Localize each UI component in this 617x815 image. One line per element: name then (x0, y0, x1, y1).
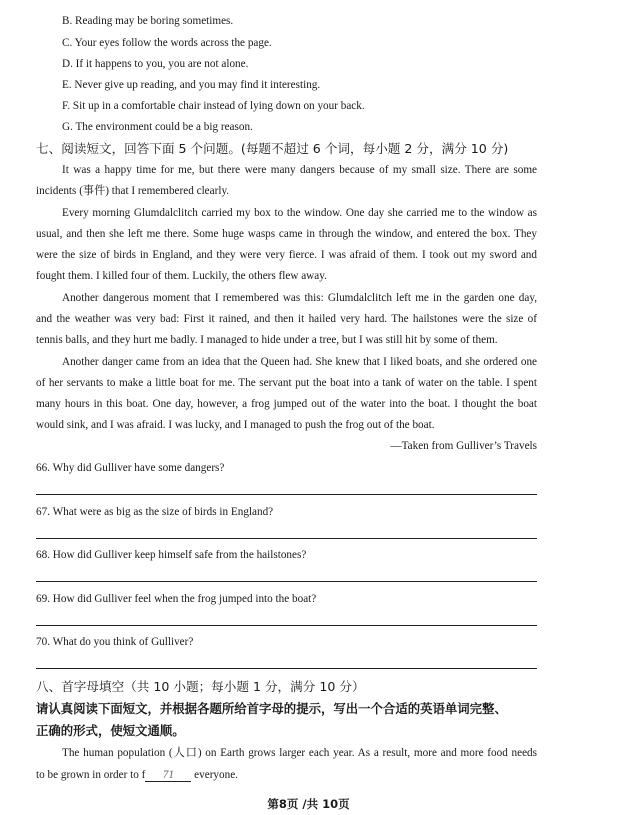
question-69: 69. How did Gulliver feel when the frog jumped into the boat? (36, 593, 317, 605)
page-number: 第8页 /共 10页 (267, 797, 350, 811)
passage-line: and the weather was very bad: First it rained, and then it hailed very hard. The hailstones were the size of (36, 313, 537, 325)
question-66: 66. Why did Gulliver have some dangers? (36, 462, 225, 474)
cloze-line: The human population (人口) on Earth grows larger each year. As a result, more and more food needs (62, 747, 537, 759)
passage-line: Another danger came from an idea that the Queen had. She knew that I liked boats, and she ordered one (62, 356, 537, 368)
option-c: C. Your eyes follow the words across the page. (62, 37, 272, 49)
option-g: G. The environment could be a big reason. (62, 121, 253, 133)
passage-line: fought them. I killed four of them. Luckily, the others flew away. (36, 270, 327, 282)
passage-line: tennis balls, and they hurt me badly. I managed to hide under a tree, but I was still hit by some of them. (36, 334, 498, 346)
question-68: 68. How did Gulliver keep himself safe from the hailstones? (36, 549, 307, 561)
blank-71[interactable]: 71 (145, 770, 191, 782)
option-f: F. Sit up in a comfortable chair instead of lying down on your back. (62, 100, 365, 112)
cloze-text: to be grown in order to f (36, 769, 146, 781)
cloze-text: everyone. (191, 769, 238, 781)
passage-line: would sink, and I was afraid. I was lucky, and I managed to push the frog out of the boat. (36, 419, 435, 431)
section-8-heading: 八、首字母填空（共 10 小题；每小题 1 分，满分 10 分） (36, 679, 365, 694)
answer-line-66[interactable] (36, 494, 537, 495)
passage-line: usual, and then she left me there. Some huge wasps came in through the window, and entered the box. They (36, 228, 537, 240)
answer-line-67[interactable] (36, 538, 537, 539)
passage-line: were the size of birds in England, and they were very fierce. I was afraid of them. I took out my sword and (36, 249, 537, 261)
cloze-line (36, 768, 238, 782)
answer-line-68[interactable] (36, 581, 537, 582)
section-8-instruction: 请认真阅读下面短文，并根据各题所给首字母的提示，写出一个合适的英语单词完整、 (36, 701, 507, 716)
question-67: 67. What were as big as the size of birds in England? (36, 506, 274, 518)
section-8-instruction: 正确的形式，使短文通顺。 (36, 723, 185, 738)
section-7-heading: 七、阅读短文，回答下面 5 个问题。(每题不超过 6 个词，每小题 2 分，满分 10 分) (36, 141, 509, 156)
passage-line: Another dangerous moment that I remembered was this: Glumdalclitch left me in the garden one day, (62, 292, 537, 304)
passage-line: of her servants to make a little boat for me. The servant put the boat into a tank of water on the table. I spent (36, 377, 537, 389)
answer-line-69[interactable] (36, 625, 537, 626)
option-d: D. If it happens to you, you are not alone. (62, 58, 249, 70)
passage-line: It was a happy time for me, but there were many dangers because of my small size. There are some (62, 164, 537, 176)
question-70: 70. What do you think of Gulliver? (36, 636, 194, 648)
passage-line: incidents (事件) that I remembered clearly. (36, 185, 230, 197)
passage-line: Every morning Glumdalclitch carried my box to the window. One day she carried me to the window as (62, 207, 537, 219)
answer-line-70[interactable] (36, 668, 537, 669)
passage-source: —Taken from Gulliver’s Travels (390, 440, 537, 452)
passage-line: many hours in this boat. One day, however, a frog jumped out of the water into the boat. I thought the boat (36, 398, 537, 410)
option-e: E. Never give up reading, and you may find it interesting. (62, 79, 321, 91)
option-b: B. Reading may be boring sometimes. (62, 15, 234, 27)
